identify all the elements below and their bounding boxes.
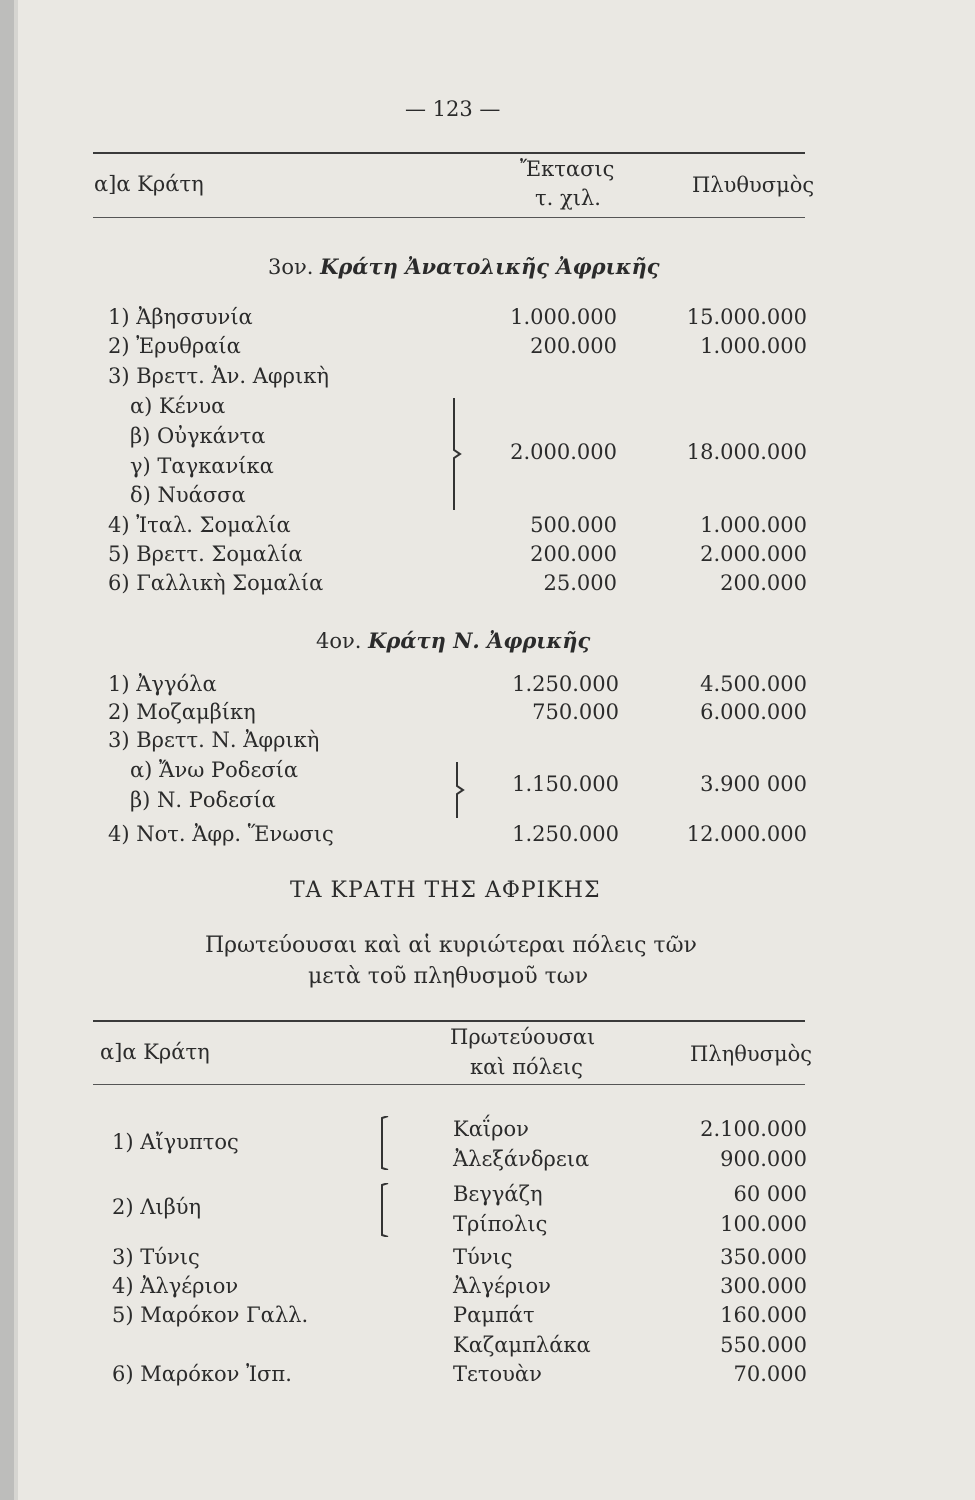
section4-title: Κράτη Ν. Ἀφρικῆς	[368, 628, 591, 653]
t2-pop-9: 70.000	[733, 1362, 807, 1386]
row3-4-label: 4) Ἰταλ. Σομαλία	[108, 513, 291, 537]
table1-header-area-line2: τ. χιλ.	[535, 186, 601, 210]
t2-city-7: Ραμπάτ	[453, 1303, 535, 1327]
row4-1-pop: 4.500.000	[700, 672, 807, 696]
group4-area: 1.150.000	[512, 772, 619, 796]
t2-city-6: Ἀλγέριον	[453, 1274, 551, 1298]
group4-pop: 3.900 000	[700, 772, 807, 796]
subtitle-line1: Πρωτεύουσαι καὶ αἱ κυριώτεραι πόλεις τῶν	[205, 933, 697, 958]
t2-city-5: Τύνις	[453, 1245, 513, 1269]
t2-pop-1: 2.100.000	[700, 1117, 807, 1141]
section4-heading	[316, 628, 590, 653]
t2-pop-3: 60 000	[733, 1182, 807, 1206]
t2-pop-5: 350.000	[720, 1245, 807, 1269]
row3-2-pop: 1.000.000	[700, 334, 807, 358]
section3-title: Κράτη Ἀνατολικῆς Ἀφρικῆς	[320, 254, 660, 279]
t2-pop-7: 160.000	[720, 1303, 807, 1327]
table2-header-population: Πληθυσμὸς	[690, 1042, 813, 1066]
row4-3-label: 3) Βρεττ. Ν. Ἀφρικὴ	[108, 728, 320, 752]
section3-heading	[268, 254, 660, 279]
t2-state-2: 2) Λιβύη	[112, 1195, 202, 1219]
table1-header-area-line1: Ἔκτασις	[520, 157, 615, 181]
row4-4-area: 1.250.000	[512, 822, 619, 846]
row4-1-area: 1.250.000	[512, 672, 619, 696]
group3-pop: 18.000.000	[686, 440, 807, 464]
table1-header-states: α]α Κράτη	[94, 172, 204, 196]
t2-state-1: 1) Αἴγυπτος	[112, 1130, 239, 1154]
t2-brace-2	[378, 1183, 392, 1237]
t2-state-4: 4) Ἀλγέριον	[112, 1274, 239, 1298]
t2-pop-2: 900.000	[720, 1147, 807, 1171]
group3-area: 2.000.000	[510, 440, 617, 464]
row4-3a-label: α) Ἄνω Ροδεσία	[130, 758, 299, 782]
row4-2-pop: 6.000.000	[700, 700, 807, 724]
section3-prefix: 3ον.	[268, 255, 314, 279]
t2-state-6: 6) Μαρόκον Ἰσπ.	[112, 1362, 292, 1386]
table2-header-states: α]α Κράτη	[100, 1040, 210, 1064]
page-number: — 123 —	[405, 97, 501, 121]
t2-city-2: Ἀλεξάνδρεια	[453, 1147, 590, 1171]
subtitle-line2: μετὰ τοῦ πληθυσμοῦ των	[308, 964, 589, 989]
table2-top-rule	[93, 1020, 805, 1022]
row3-1-area: 1.000.000	[510, 305, 617, 329]
table1-header-population: Πλυθυσμὸς	[692, 173, 815, 197]
row4-3b-label: β) Ν. Ροδεσία	[130, 788, 276, 812]
row3-3a-label: α) Κένυα	[130, 394, 226, 418]
row3-2-area: 200.000	[530, 334, 617, 358]
t2-pop-4: 100.000	[720, 1212, 807, 1236]
row3-5-label: 5) Βρεττ. Σομαλία	[108, 542, 303, 566]
row3-4-area: 500.000	[530, 513, 617, 537]
t2-state-5: 5) Μαρόκον Γαλλ.	[112, 1303, 309, 1327]
group4-brace	[452, 762, 468, 818]
row3-3c-label: γ) Ταγκανίκα	[130, 454, 274, 478]
page-edge-shadow-inner	[14, 0, 18, 1500]
row4-1-label: 1) Ἀγγόλα	[108, 672, 217, 696]
row4-2-area: 750.000	[532, 700, 619, 724]
main-title: ΤΑ ΚΡΑΤΗ ΤΗΣ ΑΦΡΙΚΗΣ	[290, 878, 601, 903]
table2-header-cities-line2: καὶ πόλεις	[470, 1055, 583, 1079]
row3-1-pop: 15.000.000	[686, 305, 807, 329]
row3-3b-label: β) Οὐγκάντα	[130, 424, 266, 448]
row3-2-label: 2) Ἐρυθραία	[108, 334, 241, 358]
row4-4-pop: 12.000.000	[686, 822, 807, 846]
row4-4-label: 4) Νοτ. Ἀφρ. Ἕνωσις	[108, 822, 334, 846]
t2-pop-8: 550.000	[720, 1333, 807, 1357]
row3-5-area: 200.000	[530, 542, 617, 566]
t2-brace-1	[378, 1116, 392, 1170]
row3-3-label: 3) Βρεττ. Ἀν. Αφρικὴ	[108, 364, 329, 388]
row4-2-label: 2) Μοζαμβίκη	[108, 700, 256, 724]
t2-pop-6: 300.000	[720, 1274, 807, 1298]
page-edge-shadow	[0, 0, 14, 1500]
row3-6-label: 6) Γαλλικὴ Σομαλία	[108, 571, 324, 595]
row3-5-pop: 2.000.000	[700, 542, 807, 566]
group3-brace	[448, 398, 464, 510]
section4-prefix: 4ον.	[316, 629, 362, 653]
row3-3d-label: δ) Νυάσσα	[130, 483, 246, 507]
table2-header-cities-line1: Πρωτεύουσαι	[450, 1025, 596, 1049]
row3-1-label: 1) Ἀβησσυνία	[108, 305, 253, 329]
row3-4-pop: 1.000.000	[700, 513, 807, 537]
table1-top-rule	[93, 152, 805, 154]
table1-header-rule	[93, 217, 805, 218]
row3-6-pop: 200.000	[720, 571, 807, 595]
t2-city-3: Βεγγάζη	[453, 1182, 543, 1206]
t2-state-3: 3) Τύνις	[112, 1245, 200, 1269]
t2-city-1: Καΐρον	[453, 1117, 529, 1141]
t2-city-4: Τρίπολις	[453, 1212, 548, 1236]
t2-city-8: Καζαμπλάκα	[453, 1333, 591, 1357]
t2-city-9: Τετουὰν	[453, 1362, 542, 1386]
table2-header-rule	[93, 1084, 805, 1085]
row3-6-area: 25.000	[543, 571, 617, 595]
